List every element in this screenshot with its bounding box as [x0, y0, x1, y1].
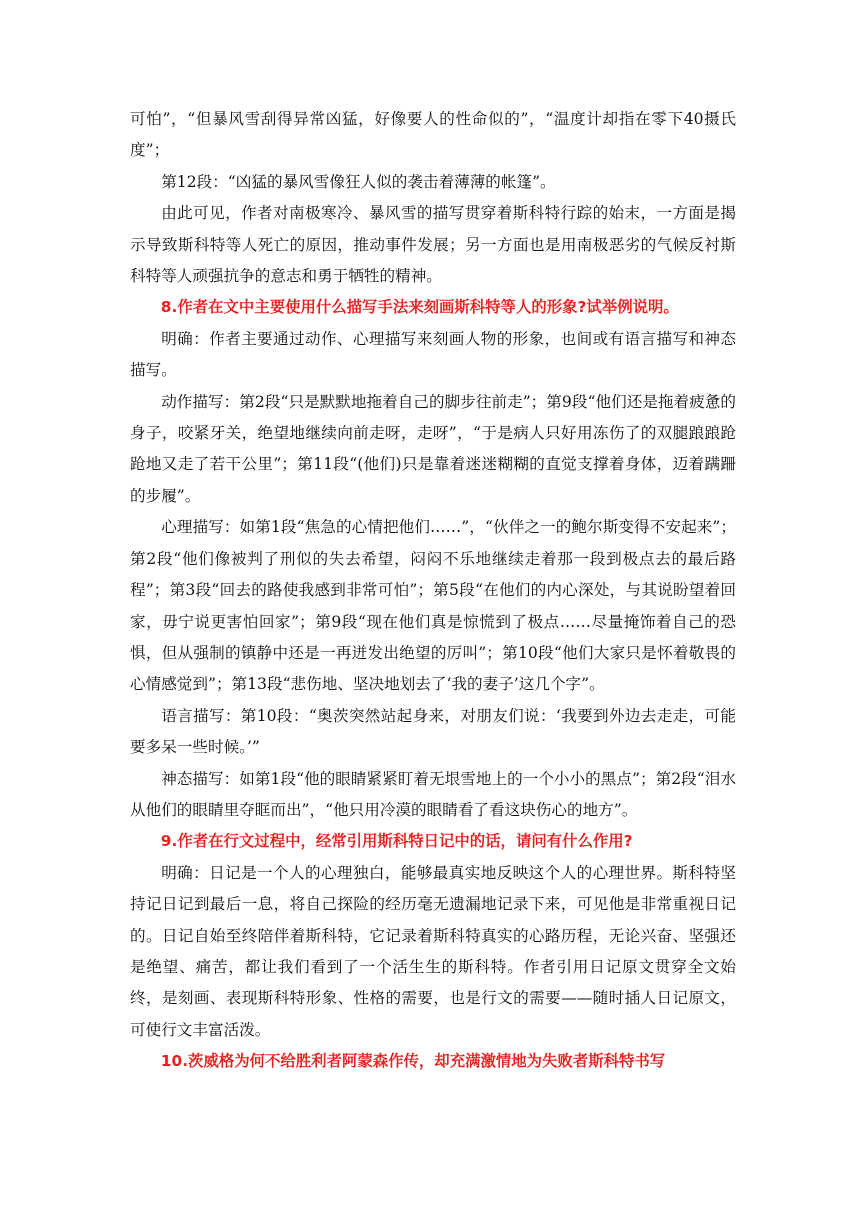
paragraph-conclusion: 由此可见，作者对南极寒冷、暴风雪的描写贯穿着斯科特行踪的始末，一方面是揭示导致斯科特等人死亡的原因，推动事件发展；另一方面也是用南极恶劣的气候反衬斯科特等人顽强抗争的意志和勇于牺牲的精神。	[130, 204, 736, 286]
paragraph-language-description: 语言描写：第10段：“奥茨突然站起身来，对朋友们说：‘我要到外边去走走，可能要多呆一些时候。’”	[130, 706, 736, 757]
answer-8: 明确：作者主要通过动作、心理描写来刻画人物的形象，也间或有语言描写和神态描写。	[130, 329, 736, 380]
paragraph-expression-description: 神态描写：如第1段“他的眼睛紧紧盯着无垠雪地上的一个小小的黑点”；第2段“泪水从他们的眼睛里夺眶而出”，“他只用冷漠的眼睛看了看这块伤心的地方”。	[130, 769, 736, 819]
question-10-heading: 10.茨威格为何不给胜利者阿蒙森作传，却充满激情地为失败者斯科特书写	[160, 1052, 666, 1071]
paragraph-section-12: 第12段：“凶猛的暴风雪像狂人似的袭击着薄薄的帐篷”。	[161, 172, 556, 191]
paragraph-continuation: 可怕”，“但暴风雪刮得异常凶猛，好像要人的性命似的”，“温度计却指在零下40摄氏度”；	[130, 110, 736, 160]
document-page	[130, 104, 736, 1078]
answer-9: 明确：日记是一个人的心理独白，能够最真实地反映这个人的心理世界。斯科特坚持记日记到最后一息，将自己探险的经历毫无遗漏地记录下来，可见他是非常重视日记的。日记自始至终陪伴着斯科特，它记录着斯科特真实的心路历程，无论兴奋、坚强还是绝望、痛苦，都让我们看到了一个活生生的斯科特。作者引用日记原文贯穿全文始终，是刻画、表现斯科特形象、性格的需要，也是行文的需要——随时插人日记原文，可使行文丰富活泼。	[130, 863, 736, 1039]
question-8-heading: 8.作者在文中主要使用什么描写手法来刻画斯科特等人的形象?试举例说明。	[160, 298, 679, 317]
question-9-heading: 9.作者在行文过程中，经常引用斯科特日记中的话，请问有什么作用?	[160, 832, 633, 851]
paragraph-psychological-description: 心理描写：如第1段“焦急的心情把他们……”，“伙伴之一的鲍尔斯变得不安起来”；第2段“他们像被判了刑似的失去希望，闷闷不乐地继续走着那一段到极点去的最后路程”；第3段“回去的路使我感到非常可怕”；第5段“在他们的内心深处，与其说盼望着回家，毋宁说更害怕回家”；第9段“现在他们真是惊慌到了极点……尽量掩饰着自己的恐惧，但从强制的镇静中还是一再迸发出绝望的厉叫”；第10段“他们大家只是怀着敬畏的心情感觉到”；第13段“悲伤地、坚决地划去了‘我的妻子’这几个字”。	[130, 518, 736, 694]
paragraph-action-description: 动作描写：第2段“只是默默地拖着自己的脚步往前走”；第9段“他们还是拖着疲惫的身子，咬紧牙关，绝望地继续向前走呀，走呀”，“于是病人只好用冻伤了的双腿踉踉跄跄地又走了若干公里”；第11段“(他们)只是靠着迷迷糊糊的直觉支撑着身体，迈着蹒跚的步履”。	[130, 392, 736, 505]
